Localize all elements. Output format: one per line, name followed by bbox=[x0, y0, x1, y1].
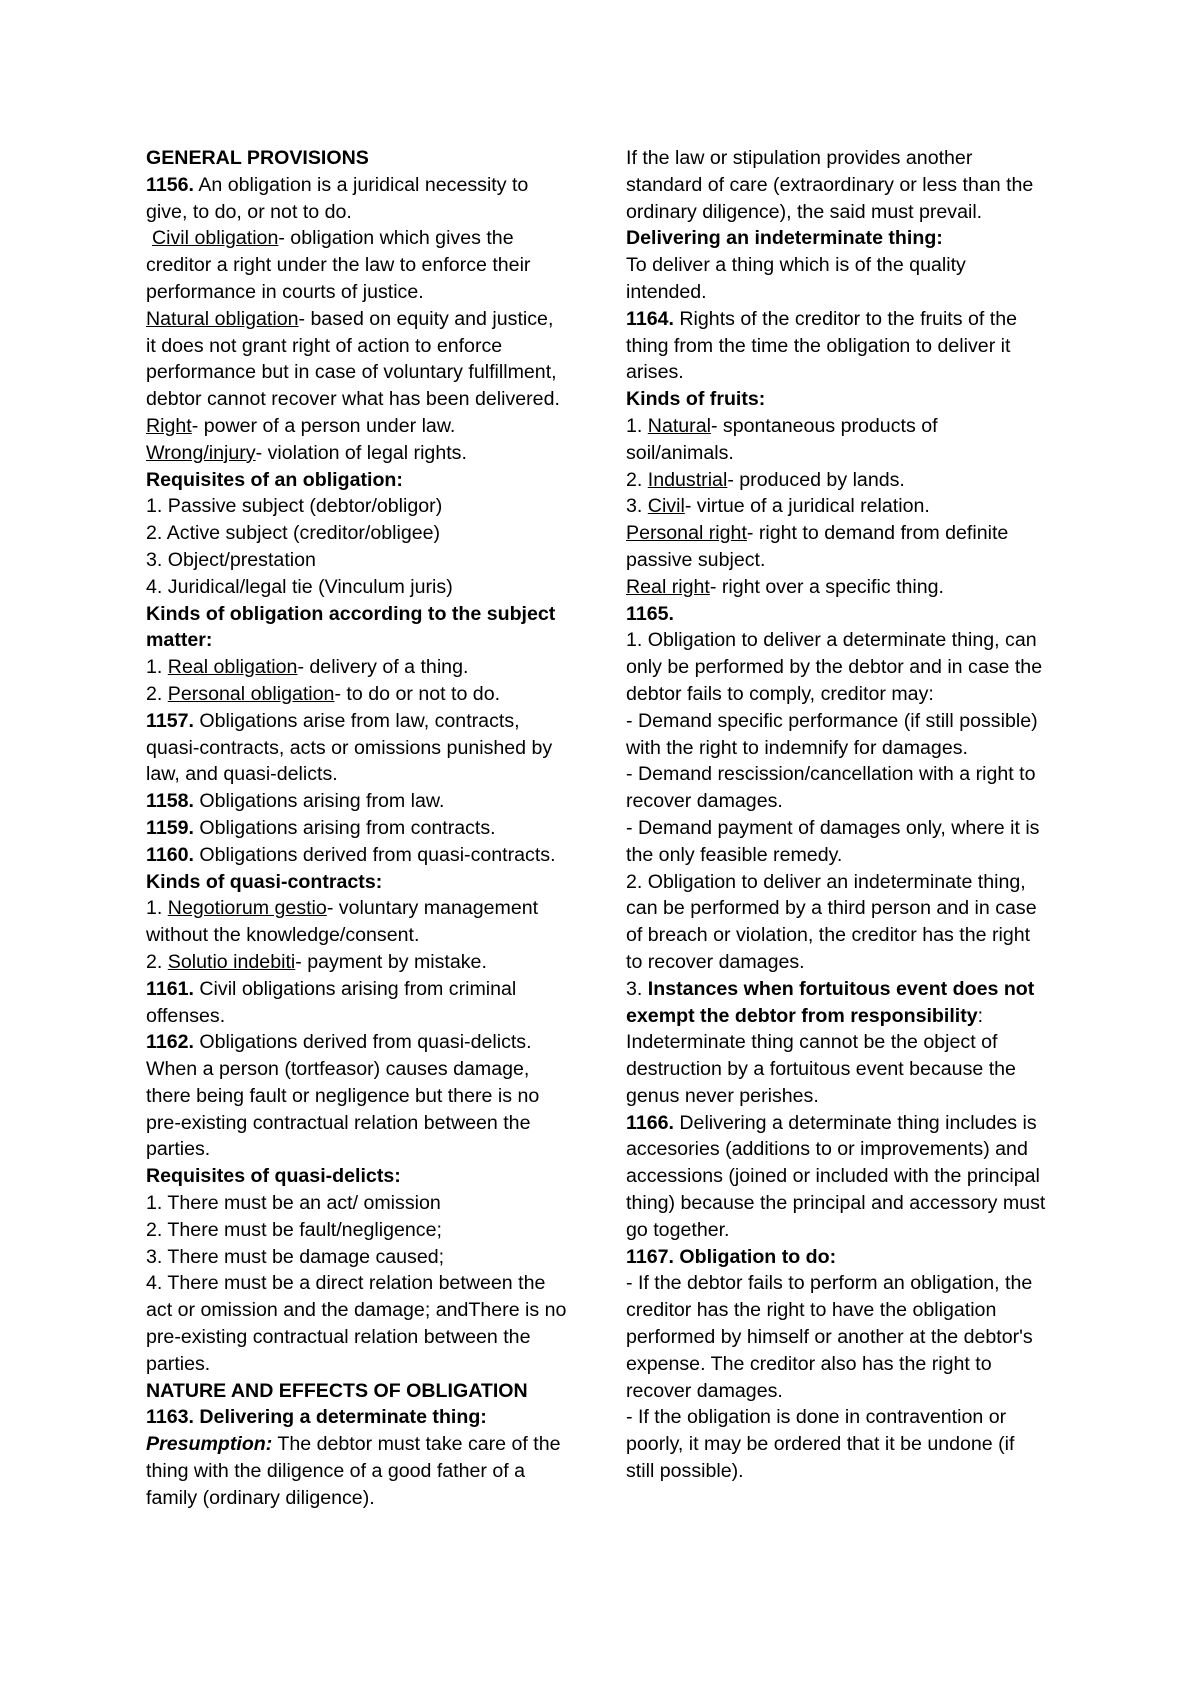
definition-right: Right- power of a person under law. bbox=[146, 414, 456, 437]
article-1165: 1. Obligation to deliver a determinate thing, can only be performed by the debtor and in case the debtor fails to comply, creditor may: - Demand specific performance (if still possible) with the right to indemnify for damages. - Demand rescission/cancellation with a right to recover damages. - Demand payment of damages only, where it is the only feasible remedy. 2. Obligation to deliver an indeterminate thing, can be performed by a third person and in case of breach or violation, the creditor has the right to recover damages. bbox=[626, 629, 1043, 973]
fortuitous-text: Indeterminate thing cannot be the object of destruction by a fortuitous event because the genus never perishes. bbox=[626, 1031, 1016, 1107]
subheading: Kinds of obligation according to the subject matter: bbox=[146, 602, 556, 652]
article-1157: 1157. Obligations arise from law, contracts, quasi-contracts, acts or omissions punished by law, and quasi-delicts. bbox=[146, 709, 553, 786]
defined-term: Civil obligation bbox=[152, 227, 279, 250]
article-number: 1156. bbox=[146, 173, 194, 196]
article-1161: 1161. Civil obligations arising from criminal offenses. bbox=[146, 977, 517, 1027]
list-item: 2. Solutio indebiti- payment by mistake. bbox=[146, 950, 487, 973]
list-item: 4. There must be a direct relation between the bbox=[146, 1272, 546, 1295]
list-item: 2. There must be fault/negligence; bbox=[146, 1218, 442, 1241]
definition-natural-obligation: Natural obligation- based on equity and justice, it does not grant right of action to enforce performance but in case of voluntary fulfillment, debtor cannot recover what has been delivered. bbox=[146, 307, 560, 411]
left-column bbox=[146, 145, 586, 1512]
subheading: Requisites of quasi-delicts: bbox=[146, 1165, 401, 1188]
article-number: 1165. bbox=[626, 602, 674, 625]
standard-of-care: If the law or stipulation provides another standard of care (extraordinary or less than the ordinary diligence), the said must prevail. bbox=[626, 147, 1034, 223]
article-text: An obligation is a juridical necessity to bbox=[193, 173, 529, 196]
subheading: Delivering an indeterminate thing: bbox=[626, 227, 943, 250]
definition-real-right: Real right- right over a specific thing. bbox=[626, 575, 944, 598]
indeterminate-text: To deliver a thing which is of the quality intended. bbox=[626, 254, 966, 303]
list-item: 3. Civil- virtue of a juridical relation. bbox=[626, 495, 930, 518]
definition-civil-obligation: Civil obligation- obligation which gives the creditor a right under the law to enforce their performance in courts of justice. bbox=[146, 227, 531, 303]
subheading: Requisites of an obligation: bbox=[146, 468, 403, 491]
list-item: 1. Real obligation- delivery of a thing. bbox=[146, 656, 469, 679]
list-item: 2. Personal obligation- to do or not to do. bbox=[146, 682, 501, 705]
presumption: Presumption: The debtor must take care of the thing with the diligence of a good father of a family (ordinary diligence). bbox=[146, 1433, 561, 1509]
section-heading: NATURE AND EFFECTS OF OBLIGATION bbox=[146, 1379, 528, 1402]
article-1164: 1164. Rights of the creditor to the fruits of the thing from the time the obligation to deliver it arises. bbox=[626, 307, 1018, 384]
subheading: 1167. Obligation to do: bbox=[626, 1245, 837, 1268]
list-item: 1. Passive subject (debtor/obligor) bbox=[146, 495, 443, 518]
article-1167: - If the debtor fails to perform an obligation, the creditor has the right to have the obligation performed by himself or another at the debtor's expense. The creditor also has the right to recover damages. - If the obligation is done in contravention or poorly, it may be ordered that it be undone (if still possible). bbox=[626, 1272, 1033, 1483]
article-text: give, to do, or not to do. bbox=[146, 200, 352, 223]
subheading: 1163. Delivering a determinate thing: bbox=[146, 1406, 487, 1429]
requisites-quasi-list: 1. There must be an act/ omission 2. There must be fault/negligence; 3. There must be damage caused; 4. There must be a direct relation between the act or omission and the damage; andThere is no pre-existing contractual relation between the parties. bbox=[146, 1190, 586, 1378]
defined-term: Natural obligation bbox=[146, 307, 299, 330]
list-item: 2. Active subject (creditor/obligee) bbox=[146, 522, 441, 545]
list-item: 1. Natural- spontaneous products of soil/animals. bbox=[626, 414, 938, 464]
article-1162: 1162. Obligations derived from quasi-delicts. When a person (tortfeasor) causes damage, there being fault or negligence but there is no pre-existing contractual relation between the parties. bbox=[146, 1031, 540, 1161]
article-1156 bbox=[146, 172, 586, 226]
list-item: 1. There must be an act/ omission bbox=[146, 1192, 441, 1215]
article-1158: 1158. Obligations arising from law. bbox=[146, 790, 445, 813]
article-1166: 1166. Delivering a determinate thing includes is accesories (additions to or improvements) and accessions (joined or included with the principal thing) because the principal and accessory must go together. bbox=[626, 1111, 1046, 1241]
list-item: 1. Negotiorum gestio- voluntary management without the knowledge/consent. bbox=[146, 897, 539, 947]
list-item: 4. Juridical/legal tie (Vinculum juris) bbox=[146, 575, 453, 598]
definition-wrong: Wrong/injury- violation of legal rights. bbox=[146, 441, 467, 464]
list-item: 3. Object/prestation bbox=[146, 548, 316, 571]
fortuitous-event-heading: 3. Instances when fortuitous event does not exempt the debtor from responsibility: bbox=[626, 977, 1035, 1027]
section-heading: GENERAL PROVISIONS bbox=[146, 147, 369, 169]
article-1160: 1160. Obligations derived from quasi-contracts. bbox=[146, 843, 556, 866]
subheading: Kinds of fruits: bbox=[626, 388, 766, 411]
list-item: 2. Industrial- produced by lands. bbox=[626, 468, 905, 491]
article-1159: 1159. Obligations arising from contracts. bbox=[146, 816, 496, 839]
definition-personal-right: Personal right- right to demand from definite passive subject. bbox=[626, 522, 1009, 571]
list-item: 3. There must be damage caused; bbox=[146, 1245, 445, 1268]
requisites-list bbox=[146, 493, 586, 600]
right-column bbox=[626, 145, 1066, 1485]
subheading: Kinds of quasi-contracts: bbox=[146, 870, 383, 893]
